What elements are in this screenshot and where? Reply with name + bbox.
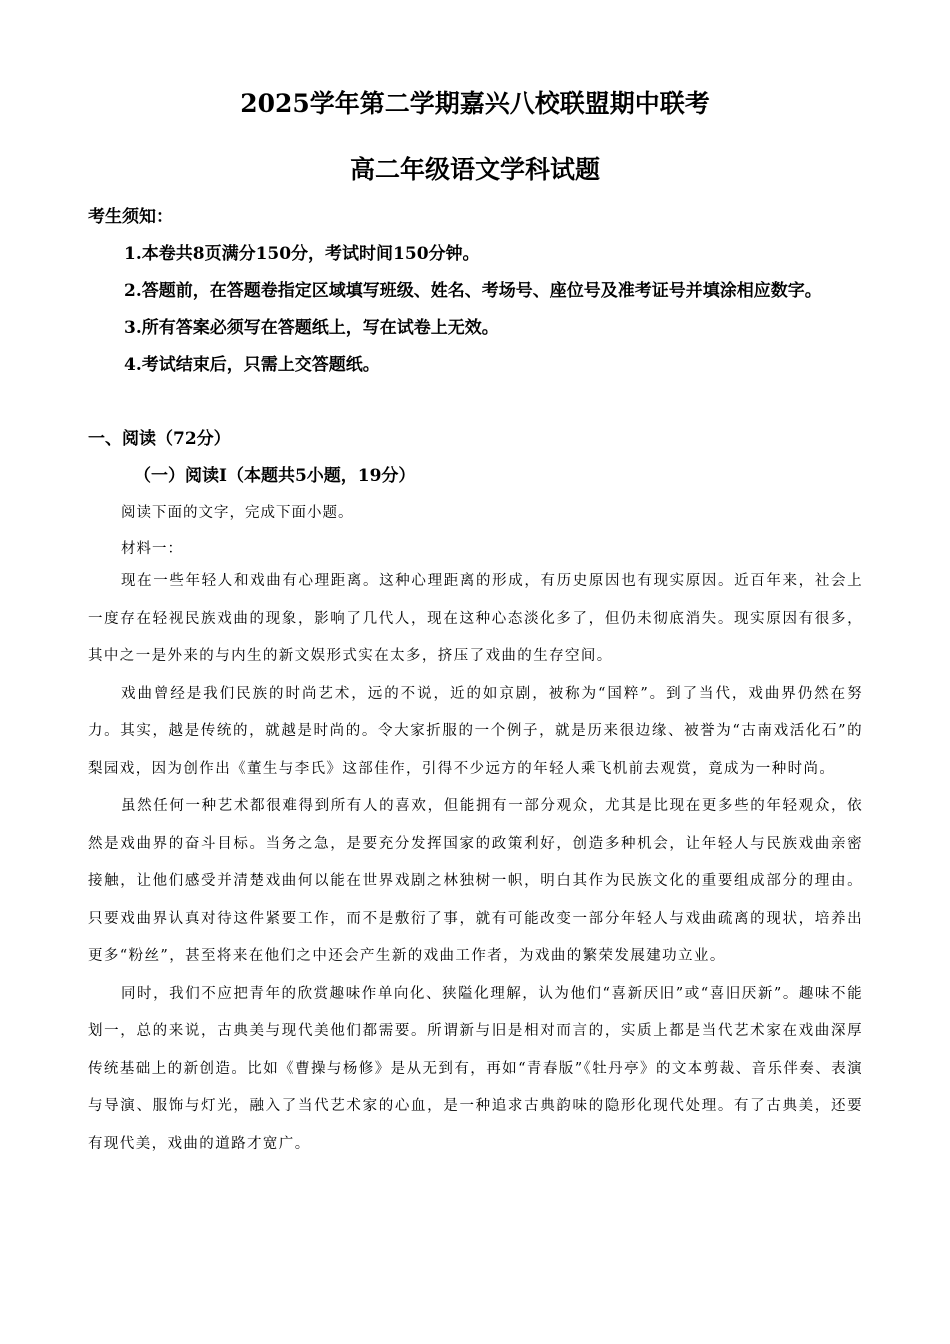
reading-passage	[88, 563, 863, 1163]
notice-item-1: 1.本卷共8页满分150分，考试时间150分钟。	[124, 244, 480, 264]
paragraph-3: 虽然任何一种艺术都很难得到所有人的喜欢，但能拥有一部分观众，尤其是比现在更多些的年轻观众，依然是戏曲界的奋斗目标。当务之急，是要充分发挥国家的政策利好，创造多种机会，让年轻人与民族戏曲亲密接触，让他们感受并清楚戏曲何以能在世界戏剧之林独树一帜，明白其作为民族文化的重要组成部分的理由。只要戏曲界认真对待这件紧要工作，而不是敷衍了事，就有可能改变一部分年轻人与戏曲疏离的现状，培养出更多“粉丝”，甚至将来在他们之中还会产生新的戏曲工作者，为戏曲的繁荣发展建功立业。	[88, 798, 863, 964]
notice-item-3: 3.所有答案必须写在答题纸上，写在试卷上无效。	[124, 318, 499, 338]
material-label: 材料一：	[121, 541, 183, 557]
paragraph-4: 同时，我们不应把青年的欣赏趣味作单向化、狭隘化理解，认为他们“喜新厌旧”或“喜旧厌新”。趣味不能划一，总的来说，古典美与现代美他们都需要。所谓新与旧是相对而言的，实质上都是当代艺术家在戏曲深厚传统基础上的新创造。比如《曹操与杨修》是从无到有，再如“青春版”《牡丹亭》的文本剪裁、音乐伴奏、表演与导演、服饰与灯光，融入了当代艺术家的心血，是一种追求古典韵味的隐形化现代处理。有了古典美，还要有现代美，戏曲的道路才宽广。	[88, 985, 863, 1152]
subsection-heading: （一）阅读Ⅰ（本题共5小题，19分）	[134, 466, 416, 486]
notice-item-4: 4.考试结束后，只需上交答题纸。	[124, 355, 380, 375]
paragraph-2: 戏曲曾经是我们民族的时尚艺术，远的不说，近的如京剧，被称为“国粹”。到了当代，戏曲界仍然在努力。其实，越是传统的，就越是时尚的。令大家折服的一个例子，就是历来很边缘、被誉为“古南戏活化石”的梨园戏，因为创作出《董生与李氏》这部佳作，引得不少远方的年轻人乘飞机前去观赏，竟成为一种时尚。	[88, 685, 863, 777]
exam-title: 2025学年第二学期嘉兴八校联盟期中联考	[240, 89, 710, 118]
notice-item-2: 2.答题前，在答题卷指定区域填写班级、姓名、考场号、座位号及准考证号并填涂相应数字。	[124, 281, 822, 301]
notice-block	[88, 199, 868, 384]
paragraph-1: 现在一些年轻人和戏曲有心理距离。这种心理距离的形成，有历史原因也有现实原因。近百年来，社会上一度存在轻视民族戏曲的现象，影响了几代人，现在这种心态淡化多了，但仍未彻底消失。现实原因有很多，其中之一是外来的与内生的新文娱形式实在太多，挤压了戏曲的生存空间。	[88, 573, 863, 664]
reading-instruction: 阅读下面的文字，完成下面小题。	[121, 505, 354, 521]
notice-heading: 考生须知：	[88, 207, 173, 227]
exam-subtitle: 高二年级语文学科试题	[349, 155, 600, 184]
section-heading: 一、阅读（72分）	[88, 429, 231, 449]
